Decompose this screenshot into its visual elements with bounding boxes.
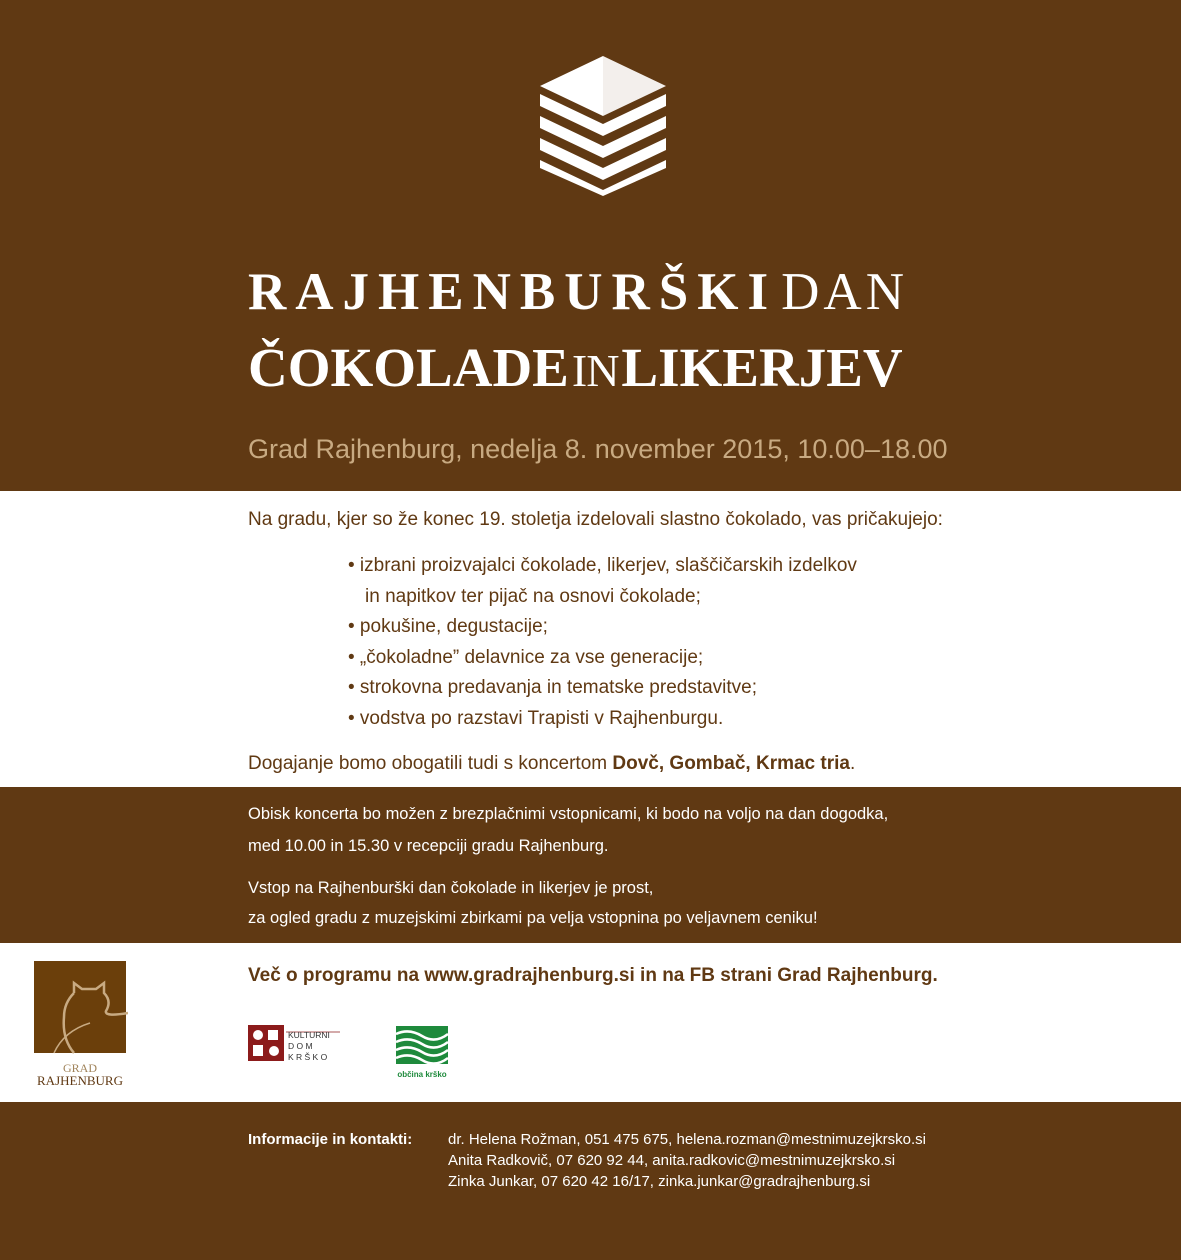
list-item: • „čokoladne” delavnice za vse generacije; [348, 646, 704, 668]
concert-band: Dovč, Gombač, Krmac tria [612, 753, 850, 774]
svg-text:K R Š K O: K R Š K O [288, 1052, 328, 1062]
concert-text [248, 752, 855, 776]
header-band [0, 0, 1181, 491]
list-item: • izbrani proizvajalci čokolade, likerjev, slaščičarskih izdelkov [348, 555, 857, 576]
contact-line: Zinka Junkar, 07 620 42 16/17, zinka.junkar@gradrajhenburg.si [448, 1173, 871, 1190]
list-item: • strokovna predavanja in tematske predstavitve; [348, 677, 758, 698]
svg-text:KULTURNI: KULTURNI [288, 1030, 330, 1040]
svg-text:GRAD: GRAD [62, 1061, 98, 1075]
svg-text:občina krško: občina krško [397, 1070, 447, 1079]
svg-text:D O M: D O M [288, 1041, 313, 1051]
list-item: • pokušine, degustacije; [348, 616, 548, 637]
obcina-krsko-logo [394, 1024, 450, 1080]
kdk-crest-icon [248, 1024, 340, 1062]
svg-text:RAJHENBURG: RAJHENBURG [37, 1073, 123, 1088]
more-info-text: Več o programu na www.gradrajhenburg.si in na FB strani Grad Rajhenburg. [248, 965, 938, 986]
notice-line-3: Vstop na Rajhenburški dan čokolade in likerjev je prost, [248, 879, 654, 897]
list-item: in napitkov ter pijač na osnovi čokolade; [365, 585, 701, 607]
castle-cat-icon [34, 961, 128, 1089]
title-cokolade: ČOKOLADE [248, 337, 569, 398]
list-item: • vodstva po razstavi Trapisti v Rajhenburgu. [348, 707, 724, 729]
notice-line-4: za ogled gradu z muzejskimi zbirkami pa velja vstopnina po veljavnem ceniku! [248, 909, 818, 927]
event-title-line1 [248, 262, 908, 322]
grad-rajhenburg-logo [34, 961, 128, 1089]
contact-line: dr. Helena Rožman, 051 475 675, helena.rozman@mestnimuzejkrsko.si [448, 1131, 926, 1148]
contact-line: Anita Radkovič, 07 620 92 44, anita.radkovic@mestnimuzejkrsko.si [448, 1152, 896, 1169]
title-in: IN [571, 345, 619, 396]
event-subtitle: Grad Rajhenburg, nedelja 8. november 2015, 10.00–18.00 [248, 434, 948, 464]
contacts-label: Informacije in kontakti: [248, 1131, 413, 1148]
title-dan: DAN [781, 263, 908, 321]
title-likerjev: LIKERJEV [621, 337, 903, 398]
event-title-line2 [248, 338, 903, 401]
concert-prefix: Dogajanje bomo obogatili tudi s koncertom [248, 753, 613, 774]
obcina-krsko-wave-icon [394, 1024, 450, 1080]
kulturni-dom-krsko-logo [248, 1024, 340, 1062]
program-list [348, 551, 857, 734]
intro-text: Na gradu, kjer so že konec 19. stoletja izdelovali slastno čokolado, vas pričakujejo: [248, 509, 943, 530]
notice-line-1: Obisk koncerta bo možen z brezplačnimi vstopnicami, ki bodo na voljo na dan dogodka, [248, 805, 889, 823]
concert-suffix: . [849, 753, 856, 774]
chocolate-stack-icon [536, 50, 670, 196]
notice-line-2: med 10.00 in 15.30 v recepciji gradu Rajhenburg. [248, 837, 609, 855]
title-rajhenburski: RAJHENBURŠKI [248, 263, 778, 321]
